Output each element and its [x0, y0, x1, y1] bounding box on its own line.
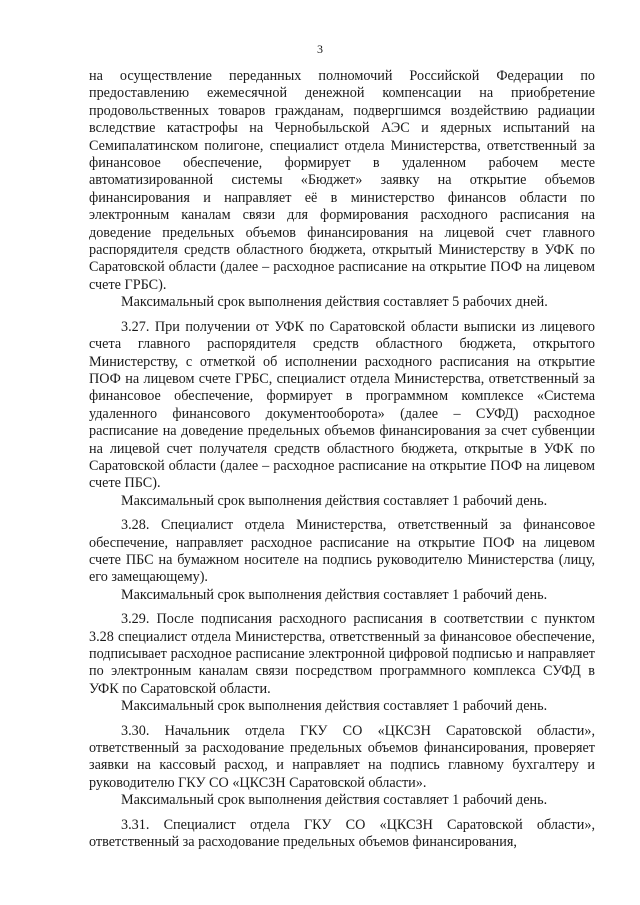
paragraph-3-29: 3.29. После подписания расходного расписания в соответствии с пунктом 3.28 специалист отдела Министерства, ответственный за финансовое обеспечение, подписывает расходное расписание электронной цифровой подписью и направляет по электронным каналам связи посредством программного комплекса СУФД в УФК по Саратовской области. — [89, 611, 595, 697]
paragraph-3-30: 3.30. Начальник отдела ГКУ СО «ЦКСЗН Саратовской области», ответственный за расходование предельных объемов финансирования, проверяет заявки на кассовый расход, и направляет на подпись главному бухгалтеру и руководителю ГКУ СО «ЦКСЗН Саратовской области». — [89, 722, 595, 791]
paragraph-3-28: 3.28. Специалист отдела Министерства, ответственный за финансовое обеспечение, направляет расходное расписание на открытие ПОФ на лицевом счете ПБС на бумажном носителе на подпись руководителю Министерства (лицу, его замещающему). — [89, 517, 595, 586]
deadline-note: Максимальный срок выполнения действия составляет 5 рабочих дней. — [121, 294, 548, 311]
deadline-note: Максимальный срок выполнения действия составляет 1 рабочий день. — [121, 792, 548, 809]
deadline-note: Максимальный срок выполнения действия составляет 1 рабочий день. — [121, 698, 548, 715]
document-body — [89, 68, 595, 851]
paragraph-3-31: 3.31. Специалист отдела ГКУ СО «ЦКСЗН Саратовской области», ответственный за расходование предельных объемов финансирования, — [89, 816, 595, 851]
paragraph-3-27: 3.27. При получении от УФК по Саратовской области выписки из лицевого счета главного распорядителя средств областного бюджета, открытого Министерству, с отметкой об исполнении расходного расписания на открытие ПОФ на лицевом счете ГРБС, специалист отдела Министерства, ответственный за финансовое обеспечение, формирует в программном комплексе «Система удаленного финансового документооборота» (далее – СУФД) расходное расписание на доведение предельных объемов финансирования за счет субвенции на лицевой счет получателя средств областного бюджета, открытые в УФК по Саратовской области (далее – расходное расписание на открытие ПОФ на лицевом счете ПБС). — [89, 318, 595, 492]
paragraph-continuation: на осуществление переданных полномочий Российской Федерации по предоставлению ежемесячной денежной компенсации на приобретение продовольственных товаров гражданам, подвергшимся воздействию радиации вследствие катастрофы на Чернобыльской АЭС и ядерных испытаний на Семипалатинском полигоне, специалист отдела Министерства, ответственный за финансовое обеспечение, формирует в удаленном рабочем месте автоматизированной системы «Бюджет» заявку на открытие объемов финансирования и направляет её в министерство финансов области по электронным каналам связи для формирования расходного расписания на доведение предельных объемов финансирования на лицевой счет главного распорядителя средств областного бюджета, открытый Министерству в УФК по Саратовской области (далее – расходное расписание на открытие ПОФ на лицевом счете ГРБС). — [89, 68, 595, 293]
deadline-note: Максимальный срок выполнения действия составляет 1 рабочий день. — [121, 492, 548, 509]
deadline-note: Максимальный срок выполнения действия составляет 1 рабочий день. — [121, 586, 548, 603]
page-number: 3 — [317, 42, 323, 56]
